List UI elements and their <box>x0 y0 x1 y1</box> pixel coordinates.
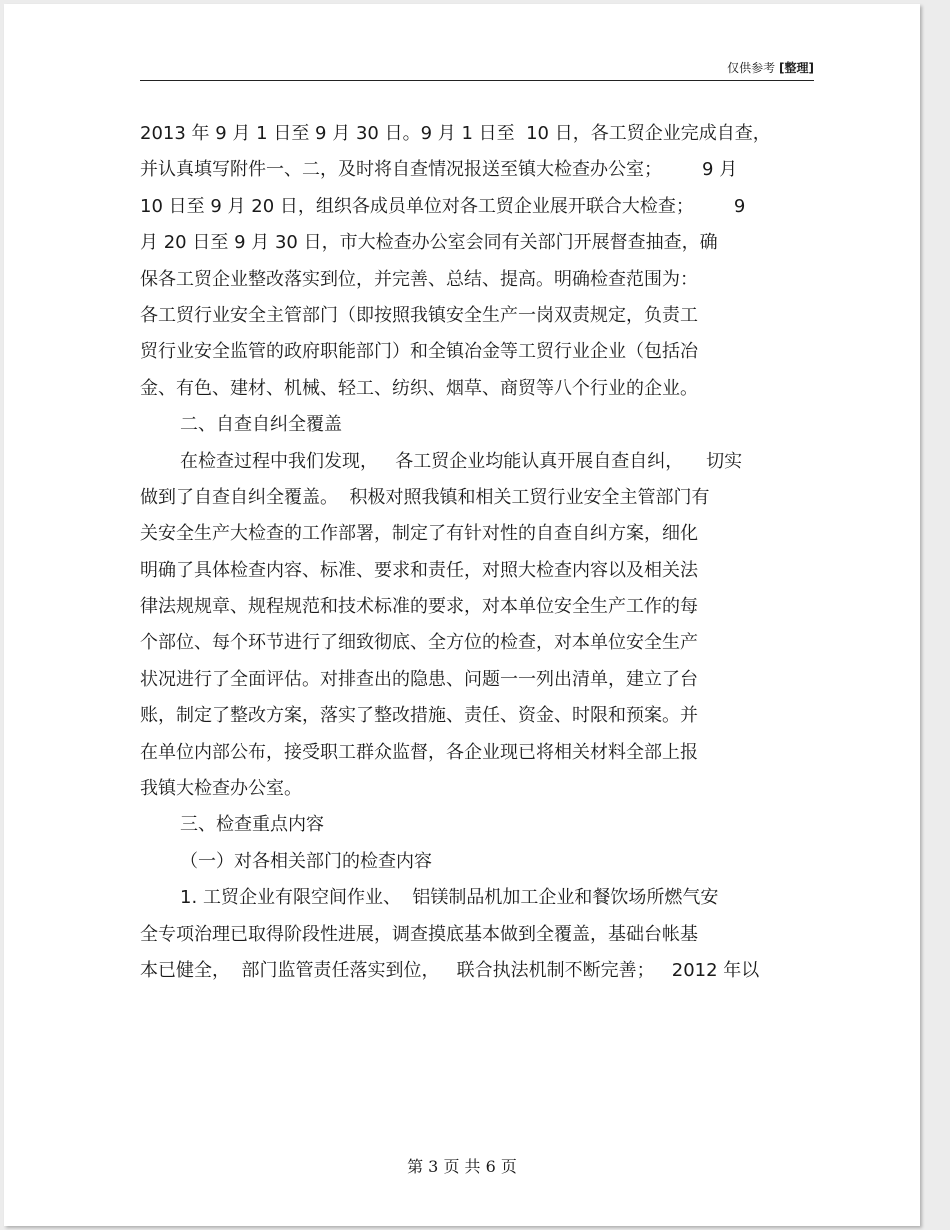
body-line: 在检查过程中我们发现， 各工贸企业均能认真开展自查自纠， 切实 <box>140 450 743 472</box>
body-line: 保各工贸企业整改落实到位，并完善、总结、提高。明确检查范围为： <box>140 268 698 290</box>
body-line: 本已健全， 部门监管责任落实到位， 联合执法机制不断完善； 2012 年以 <box>140 959 760 981</box>
body-line: 1. 工贸企业有限空间作业、 铝镁制品机加工企业和餐饮场所燃气安 <box>140 887 719 909</box>
body-line: 在单位内部公布，接受职工群众监督，各企业现已将相关材料全部上报 <box>140 741 698 763</box>
section-heading: 三、检查重点内容 <box>140 814 325 836</box>
body-line: 我镇大检查办公室。 <box>140 778 302 800</box>
body-line: 10 日至 9 月 20 日，组织各成员单位对各工贸企业展开联合大检查； 9 <box>140 195 746 217</box>
body-line: 律法规规章、规程规范和技术标准的要求，对本单位安全生产工作的每 <box>140 596 698 618</box>
page-number: 第 3 页 共 6 页 <box>407 1157 517 1176</box>
body-line: 账，制定了整改方案，落实了整改措施、责任、资金、时限和预案。并 <box>140 705 698 727</box>
page-header <box>140 56 814 81</box>
header-reference: 仅供参考 <box>727 61 776 75</box>
header-tag: [整理] <box>779 61 814 75</box>
body-line: 各工贸行业安全主管部门（即按照我镇安全生产一岗双责规定，负责工 <box>140 304 698 326</box>
subsection-heading: （一）对各相关部门的检查内容 <box>140 850 433 872</box>
body-line: 关安全生产大检查的工作部署，制定了有针对性的自查自纠方案，细化 <box>140 523 698 545</box>
body-line: 贸行业安全监管的政府职能部门）和全镇冶金等工贸行业企业（包括冶 <box>140 341 698 363</box>
body-line: 做到了自查自纠全覆盖。 积极对照我镇和相关工贸行业安全主管部门有 <box>140 486 710 508</box>
body-line: 个部位、每个环节进行了细致彻底、全方位的检查，对本单位安全生产 <box>140 632 698 654</box>
section-heading: 二、自查自纠全覆盖 <box>140 414 343 436</box>
body-line: 金、有色、建材、机械、轻工、纺织、烟草、商贸等八个行业的企业。 <box>140 377 698 399</box>
document-page <box>4 4 920 1226</box>
body-line: 2013 年 9 月 1 日至 9 月 30 日。9 月 1 日至 10 日，各工贸企业完成自查， <box>140 123 771 144</box>
body-line: 并认真填写附件一、二，及时将自查情况报送至镇大检查办公室； 9 月 <box>140 159 738 181</box>
document-body <box>140 116 816 989</box>
body-line: 全专项治理已取得阶段性进展，调查摸底基本做到全覆盖，基础台帐基 <box>140 923 698 945</box>
body-line: 状况进行了全面评估。对排查出的隐患、问题一一列出清单，建立了台 <box>140 668 698 690</box>
body-line: 明确了具体检查内容、标准、要求和责任，对照大检查内容以及相关法 <box>140 559 698 581</box>
body-line: 月 20 日至 9 月 30 日，市大检查办公室会同有关部门开展督查抽查，确 <box>140 232 718 254</box>
